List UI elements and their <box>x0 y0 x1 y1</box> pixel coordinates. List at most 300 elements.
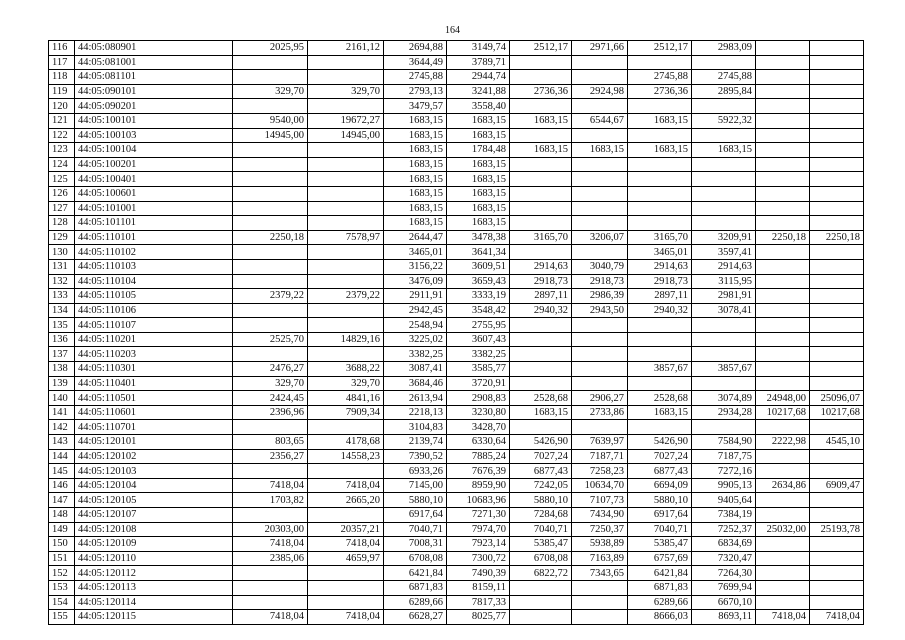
value-cell <box>756 216 810 231</box>
value-cell: 2733,86 <box>572 405 628 420</box>
value-cell <box>692 157 756 172</box>
row-number-cell: 153 <box>49 580 75 595</box>
value-cell <box>810 420 864 435</box>
value-cell: 3659,43 <box>447 274 510 289</box>
value-cell: 3241,88 <box>447 84 510 99</box>
value-cell <box>756 376 810 391</box>
value-cell <box>692 318 756 333</box>
value-cell: 3597,41 <box>692 245 756 260</box>
value-cell: 6909,47 <box>810 478 864 493</box>
value-cell: 7040,71 <box>384 522 447 537</box>
row-number-cell: 121 <box>49 113 75 128</box>
table-row <box>49 566 864 581</box>
cadastral-code-cell: 44:05:120101 <box>75 435 233 450</box>
value-cell <box>308 143 384 158</box>
value-cell: 3688,22 <box>308 362 384 377</box>
value-cell <box>510 55 572 70</box>
value-cell <box>233 172 308 187</box>
table-row <box>49 493 864 508</box>
table-row <box>49 595 864 610</box>
value-cell <box>572 172 628 187</box>
value-cell: 14829,16 <box>308 332 384 347</box>
value-cell: 5922,32 <box>692 113 756 128</box>
row-number-cell: 133 <box>49 289 75 304</box>
value-cell: 6917,64 <box>628 508 692 523</box>
value-cell: 2793,13 <box>384 84 447 99</box>
value-cell <box>692 186 756 201</box>
value-cell: 7040,71 <box>510 522 572 537</box>
value-cell: 2943,50 <box>572 303 628 318</box>
cadastral-code-cell: 44:05:110102 <box>75 245 233 260</box>
value-cell <box>756 537 810 552</box>
cadastral-code-cell: 44:05:110401 <box>75 376 233 391</box>
value-cell: 14945,00 <box>308 128 384 143</box>
value-cell: 2924,98 <box>572 84 628 99</box>
value-cell: 3087,41 <box>384 362 447 377</box>
value-cell <box>810 376 864 391</box>
value-cell: 3465,01 <box>384 245 447 260</box>
value-cell: 7027,24 <box>510 449 572 464</box>
value-cell <box>810 245 864 260</box>
value-cell: 4659,97 <box>308 551 384 566</box>
table-row <box>49 172 864 187</box>
value-cell <box>510 332 572 347</box>
value-cell: 3382,25 <box>447 347 510 362</box>
table-row <box>49 610 864 625</box>
value-cell: 7258,23 <box>572 464 628 479</box>
value-cell: 2424,45 <box>233 391 308 406</box>
value-cell: 8693,11 <box>692 610 756 625</box>
cadastral-code-cell: 44:05:110701 <box>75 420 233 435</box>
page-number: 164 <box>445 25 460 36</box>
value-cell: 3607,43 <box>447 332 510 347</box>
value-cell <box>628 99 692 114</box>
value-cell: 3115,95 <box>692 274 756 289</box>
table-row <box>49 405 864 420</box>
value-cell: 2396,96 <box>233 405 308 420</box>
value-cell <box>572 157 628 172</box>
value-cell: 1683,15 <box>692 143 756 158</box>
value-cell: 7145,00 <box>384 478 447 493</box>
table-row <box>49 201 864 216</box>
value-cell: 7817,33 <box>447 595 510 610</box>
value-cell: 3209,91 <box>692 230 756 245</box>
value-cell <box>308 245 384 260</box>
value-cell <box>510 99 572 114</box>
value-cell <box>233 259 308 274</box>
value-cell <box>308 55 384 70</box>
table-row <box>49 522 864 537</box>
value-cell <box>233 143 308 158</box>
value-cell: 7639,97 <box>572 435 628 450</box>
value-cell: 2911,91 <box>384 289 447 304</box>
value-cell <box>810 303 864 318</box>
value-cell: 1683,15 <box>384 113 447 128</box>
value-cell: 7027,24 <box>628 449 692 464</box>
value-cell: 1683,15 <box>447 157 510 172</box>
value-cell <box>756 551 810 566</box>
cadastral-code-cell: 44:05:120112 <box>75 566 233 581</box>
cadastral-code-cell: 44:05:110203 <box>75 347 233 362</box>
table-row <box>49 70 864 85</box>
value-cell: 3789,71 <box>447 55 510 70</box>
value-cell: 7343,65 <box>572 566 628 581</box>
value-cell: 3040,79 <box>572 259 628 274</box>
cadastral-code-cell: 44:05:110201 <box>75 332 233 347</box>
value-cell <box>756 289 810 304</box>
value-cell <box>756 595 810 610</box>
value-cell <box>233 157 308 172</box>
value-cell: 2694,88 <box>384 41 447 56</box>
value-cell <box>692 55 756 70</box>
value-cell: 1784,48 <box>447 143 510 158</box>
value-cell <box>810 332 864 347</box>
value-cell <box>756 420 810 435</box>
value-cell: 6933,26 <box>384 464 447 479</box>
value-cell <box>510 362 572 377</box>
table-row <box>49 449 864 464</box>
value-cell <box>692 216 756 231</box>
value-cell: 7676,39 <box>447 464 510 479</box>
value-cell <box>628 376 692 391</box>
value-cell <box>308 464 384 479</box>
value-cell: 2736,36 <box>510 84 572 99</box>
value-cell <box>628 420 692 435</box>
value-cell: 6670,10 <box>692 595 756 610</box>
value-cell <box>233 245 308 260</box>
value-cell <box>308 99 384 114</box>
value-cell <box>572 376 628 391</box>
value-cell: 5426,90 <box>510 435 572 450</box>
row-number-cell: 146 <box>49 478 75 493</box>
value-cell: 3720,91 <box>447 376 510 391</box>
value-cell: 24948,00 <box>756 391 810 406</box>
value-cell <box>810 347 864 362</box>
value-cell: 2914,63 <box>628 259 692 274</box>
cadastral-code-cell: 44:05:110601 <box>75 405 233 420</box>
value-cell <box>628 55 692 70</box>
value-cell <box>510 245 572 260</box>
value-cell: 1683,15 <box>384 216 447 231</box>
value-cell: 6694,09 <box>628 478 692 493</box>
value-cell: 4841,16 <box>308 391 384 406</box>
value-cell <box>628 128 692 143</box>
value-cell: 5880,10 <box>384 493 447 508</box>
value-cell <box>756 55 810 70</box>
row-number-cell: 122 <box>49 128 75 143</box>
value-cell: 1683,15 <box>510 143 572 158</box>
cadastral-code-cell: 44:05:100401 <box>75 172 233 187</box>
value-cell: 2634,86 <box>756 478 810 493</box>
value-cell: 2918,73 <box>572 274 628 289</box>
value-cell: 7384,19 <box>692 508 756 523</box>
value-cell: 7584,90 <box>692 435 756 450</box>
row-number-cell: 131 <box>49 259 75 274</box>
value-cell <box>510 347 572 362</box>
value-cell <box>692 376 756 391</box>
table-row <box>49 303 864 318</box>
row-number-cell: 142 <box>49 420 75 435</box>
value-cell: 2250,18 <box>756 230 810 245</box>
value-cell <box>233 566 308 581</box>
value-cell <box>572 245 628 260</box>
row-number-cell: 135 <box>49 318 75 333</box>
value-cell <box>308 157 384 172</box>
value-cell: 2914,63 <box>692 259 756 274</box>
value-cell: 3548,42 <box>447 303 510 318</box>
value-cell <box>572 347 628 362</box>
cadastral-code-cell: 44:05:110104 <box>75 274 233 289</box>
value-cell <box>810 580 864 595</box>
value-cell: 6708,08 <box>384 551 447 566</box>
cadastral-code-cell: 44:05:120109 <box>75 537 233 552</box>
value-cell: 7390,52 <box>384 449 447 464</box>
value-cell <box>810 216 864 231</box>
row-number-cell: 116 <box>49 41 75 56</box>
value-cell <box>810 41 864 56</box>
table-row <box>49 216 864 231</box>
value-cell: 7242,05 <box>510 478 572 493</box>
value-cell: 2139,74 <box>384 435 447 450</box>
table-row <box>49 113 864 128</box>
value-cell: 3165,70 <box>628 230 692 245</box>
value-cell <box>233 347 308 362</box>
value-cell <box>756 580 810 595</box>
cadastral-code-cell: 44:05:120104 <box>75 478 233 493</box>
row-number-cell: 137 <box>49 347 75 362</box>
value-cell <box>692 99 756 114</box>
value-cell <box>810 508 864 523</box>
value-cell: 3476,09 <box>384 274 447 289</box>
value-cell <box>628 186 692 201</box>
value-cell: 1683,15 <box>628 113 692 128</box>
value-cell: 4178,68 <box>308 435 384 450</box>
table-row <box>49 362 864 377</box>
value-cell <box>810 595 864 610</box>
cadastral-code-cell: 44:05:100601 <box>75 186 233 201</box>
row-number-cell: 143 <box>49 435 75 450</box>
value-cell <box>308 508 384 523</box>
value-cell <box>572 186 628 201</box>
value-cell: 3609,51 <box>447 259 510 274</box>
value-cell <box>756 41 810 56</box>
table-row <box>49 537 864 552</box>
value-cell: 7272,16 <box>692 464 756 479</box>
value-cell: 5385,47 <box>628 537 692 552</box>
value-cell <box>572 318 628 333</box>
value-cell <box>756 201 810 216</box>
value-cell: 6757,69 <box>628 551 692 566</box>
value-cell: 6917,64 <box>384 508 447 523</box>
value-cell <box>628 332 692 347</box>
cadastral-code-cell: 44:05:110103 <box>75 259 233 274</box>
value-cell: 2983,09 <box>692 41 756 56</box>
value-cell: 7909,34 <box>308 405 384 420</box>
value-cell <box>756 508 810 523</box>
value-cell: 2161,12 <box>308 41 384 56</box>
value-cell: 7252,37 <box>692 522 756 537</box>
value-cell <box>510 157 572 172</box>
value-cell: 7284,68 <box>510 508 572 523</box>
value-cell: 2512,17 <box>510 41 572 56</box>
table-row <box>49 99 864 114</box>
value-cell: 25193,78 <box>810 522 864 537</box>
value-cell <box>572 580 628 595</box>
value-cell <box>572 55 628 70</box>
value-cell: 803,65 <box>233 435 308 450</box>
table-row <box>49 318 864 333</box>
value-cell: 10683,96 <box>447 493 510 508</box>
value-cell <box>810 449 864 464</box>
value-cell <box>233 420 308 435</box>
value-cell <box>572 332 628 347</box>
value-cell: 6877,43 <box>628 464 692 479</box>
value-cell: 1683,15 <box>384 157 447 172</box>
row-number-cell: 149 <box>49 522 75 537</box>
value-cell: 2218,13 <box>384 405 447 420</box>
value-cell: 2476,27 <box>233 362 308 377</box>
cadastral-code-cell: 44:05:110501 <box>75 391 233 406</box>
cadastral-code-cell: 44:05:081001 <box>75 55 233 70</box>
value-cell <box>572 70 628 85</box>
value-cell: 2250,18 <box>233 230 308 245</box>
cadastral-code-cell: 44:05:080901 <box>75 41 233 56</box>
table-row <box>49 478 864 493</box>
value-cell <box>810 464 864 479</box>
value-cell <box>510 172 572 187</box>
value-cell: 14558,23 <box>308 449 384 464</box>
value-cell <box>308 303 384 318</box>
value-cell <box>810 84 864 99</box>
cadastral-code-cell: 44:05:100201 <box>75 157 233 172</box>
value-cell <box>810 99 864 114</box>
value-cell <box>692 172 756 187</box>
value-cell: 5880,10 <box>628 493 692 508</box>
row-number-cell: 136 <box>49 332 75 347</box>
value-cell <box>756 362 810 377</box>
value-cell <box>756 566 810 581</box>
value-cell <box>810 537 864 552</box>
table-row <box>49 84 864 99</box>
value-cell <box>510 420 572 435</box>
table-row <box>49 186 864 201</box>
value-cell: 2512,17 <box>628 41 692 56</box>
value-cell: 2934,28 <box>692 405 756 420</box>
row-number-cell: 150 <box>49 537 75 552</box>
value-cell: 2914,63 <box>510 259 572 274</box>
value-cell <box>308 274 384 289</box>
value-cell: 2250,18 <box>810 230 864 245</box>
value-cell: 9905,13 <box>692 478 756 493</box>
cadastral-code-cell: 44:05:120103 <box>75 464 233 479</box>
cadastral-code-cell: 44:05:120108 <box>75 522 233 537</box>
value-cell <box>692 128 756 143</box>
table-row <box>49 391 864 406</box>
value-cell: 7008,31 <box>384 537 447 552</box>
value-cell <box>572 99 628 114</box>
row-number-cell: 132 <box>49 274 75 289</box>
row-number-cell: 126 <box>49 186 75 201</box>
value-cell <box>692 420 756 435</box>
value-cell <box>233 508 308 523</box>
value-cell <box>810 55 864 70</box>
value-cell <box>572 216 628 231</box>
row-number-cell: 155 <box>49 610 75 625</box>
cadastral-code-cell: 44:05:120114 <box>75 595 233 610</box>
value-cell: 9405,64 <box>692 493 756 508</box>
value-cell: 7418,04 <box>308 610 384 625</box>
value-cell <box>756 157 810 172</box>
table-body <box>49 41 864 625</box>
table-row <box>49 580 864 595</box>
cadastral-code-cell: 44:05:110107 <box>75 318 233 333</box>
value-cell: 7187,75 <box>692 449 756 464</box>
value-cell <box>810 157 864 172</box>
value-cell: 6871,83 <box>628 580 692 595</box>
value-cell <box>510 186 572 201</box>
row-number-cell: 151 <box>49 551 75 566</box>
value-cell: 2940,32 <box>510 303 572 318</box>
value-cell: 5880,10 <box>510 493 572 508</box>
value-cell <box>510 128 572 143</box>
value-cell: 1683,15 <box>447 201 510 216</box>
value-cell <box>308 420 384 435</box>
value-cell: 6834,69 <box>692 537 756 552</box>
value-cell: 2528,68 <box>628 391 692 406</box>
table-row <box>49 274 864 289</box>
value-cell <box>756 347 810 362</box>
value-cell <box>572 595 628 610</box>
value-cell: 1683,15 <box>384 186 447 201</box>
value-cell <box>756 143 810 158</box>
value-cell: 3857,67 <box>628 362 692 377</box>
value-cell: 3382,25 <box>384 347 447 362</box>
table-row <box>49 245 864 260</box>
value-cell: 7163,89 <box>572 551 628 566</box>
value-cell: 1683,15 <box>447 128 510 143</box>
value-cell <box>233 70 308 85</box>
value-cell: 6421,84 <box>384 566 447 581</box>
value-cell: 6330,64 <box>447 435 510 450</box>
value-cell <box>756 172 810 187</box>
value-cell <box>572 610 628 625</box>
value-cell <box>308 595 384 610</box>
value-cell <box>308 70 384 85</box>
value-cell <box>628 157 692 172</box>
table-row <box>49 435 864 450</box>
value-cell <box>810 551 864 566</box>
value-cell: 1683,15 <box>447 186 510 201</box>
value-cell <box>308 318 384 333</box>
value-cell: 2918,73 <box>510 274 572 289</box>
value-cell: 2025,95 <box>233 41 308 56</box>
value-cell <box>233 303 308 318</box>
value-cell: 7418,04 <box>308 478 384 493</box>
value-cell <box>628 347 692 362</box>
value-cell: 7418,04 <box>756 610 810 625</box>
value-cell: 2897,11 <box>510 289 572 304</box>
value-cell: 1683,15 <box>628 405 692 420</box>
table-row <box>49 259 864 274</box>
value-cell: 7418,04 <box>233 478 308 493</box>
value-cell: 2906,27 <box>572 391 628 406</box>
cadastral-code-cell: 44:05:101001 <box>75 201 233 216</box>
value-cell: 3078,41 <box>692 303 756 318</box>
value-cell: 2986,39 <box>572 289 628 304</box>
value-cell <box>810 318 864 333</box>
value-cell <box>756 186 810 201</box>
row-number-cell: 120 <box>49 99 75 114</box>
